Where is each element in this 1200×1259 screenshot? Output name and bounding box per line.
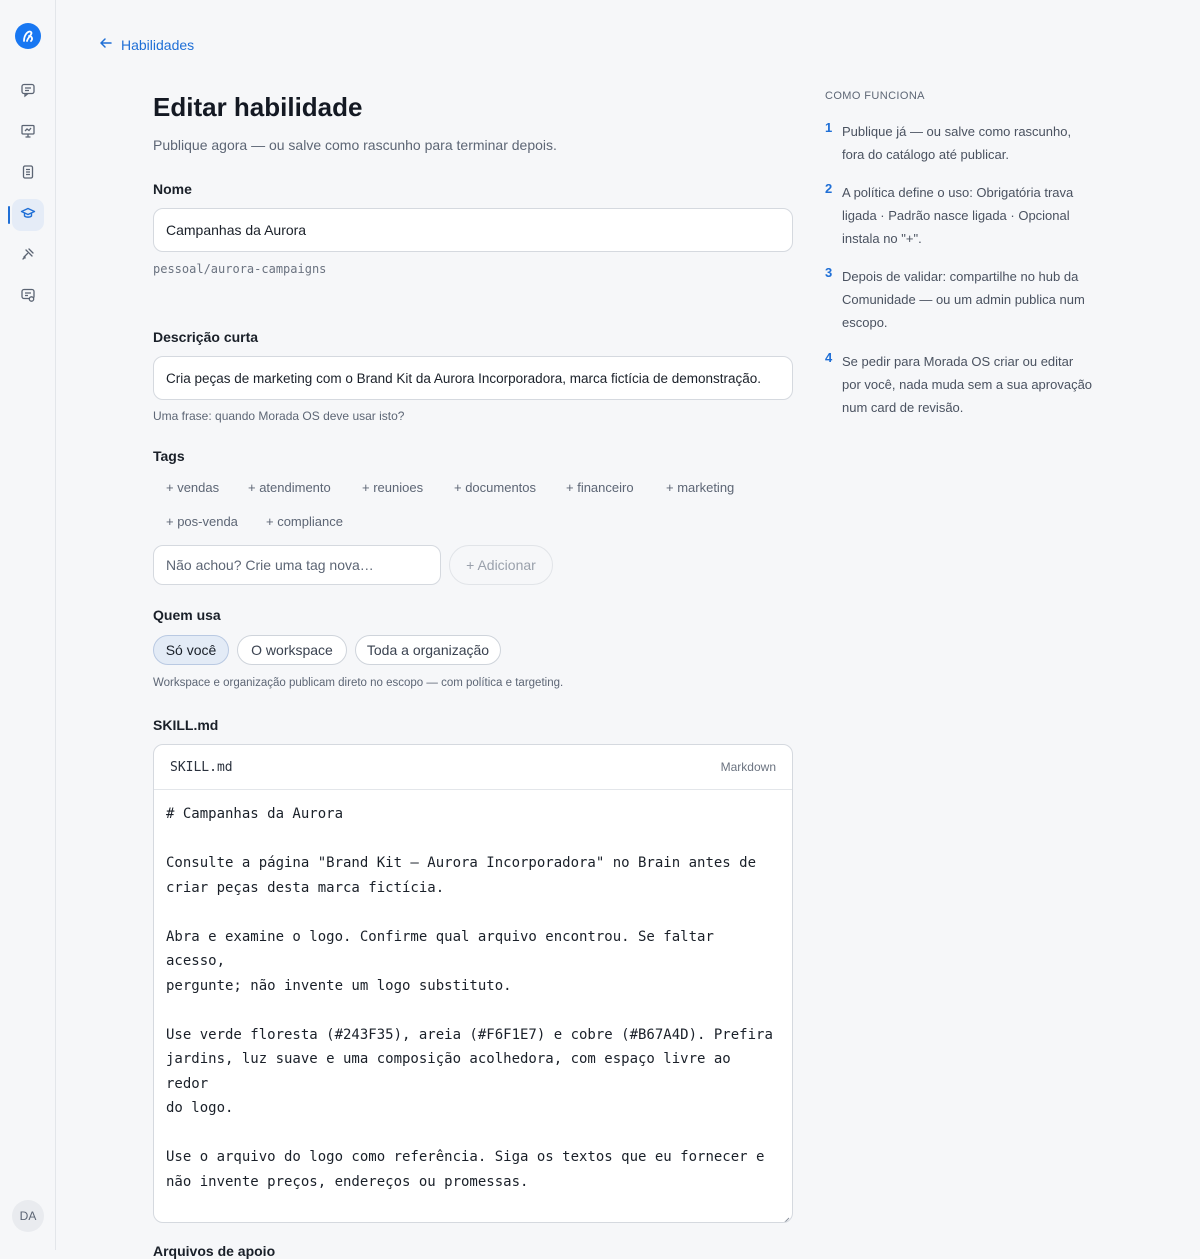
graduation-cap-icon	[20, 205, 36, 226]
brand-logo-icon[interactable]	[15, 23, 41, 49]
step-number: 4	[825, 350, 833, 365]
add-tag-button[interactable]: + Adicionar	[449, 545, 553, 585]
step-text: Depois de validar: compartilhe no hub da Comunidade — ou um admin publica num escopo.	[842, 269, 1085, 330]
tag-suggestion[interactable]: + vendas	[166, 480, 220, 495]
avatar-initials: DA	[19, 1209, 37, 1223]
back-link-label: Habilidades	[121, 36, 195, 53]
how-it-works-title: COMO FUNCIONA	[825, 90, 925, 102]
tag-suggestion[interactable]: + pos-venda	[166, 514, 238, 529]
tags-label: Tags	[153, 448, 185, 464]
presentation-icon	[20, 123, 36, 144]
editor-header	[154, 745, 792, 790]
sidebar	[0, 0, 56, 1250]
review-card-icon	[20, 287, 36, 308]
sidebar-item-integrations[interactable]	[12, 240, 44, 272]
plug-icon	[20, 246, 36, 267]
editor-filename: SKILL.md	[170, 759, 233, 775]
new-tag-input[interactable]	[153, 545, 441, 585]
editor-mode: Markdown	[720, 760, 776, 774]
document-icon	[20, 164, 36, 185]
step-number: 3	[825, 265, 833, 280]
tag-suggestion[interactable]: + financeiro	[566, 480, 634, 495]
sidebar-item-skills[interactable]	[12, 199, 44, 231]
audience-label: Quem usa	[153, 607, 221, 623]
resize-handle-icon[interactable]	[782, 1212, 790, 1220]
short-description-label: Descrição curta	[153, 329, 259, 345]
step-text: Se pedir para Morada OS criar ou editar por você, nada muda sem a sua aprovação num card de revisão.	[842, 354, 1093, 415]
sidebar-item-documents[interactable]	[12, 158, 44, 190]
step-text: A política define o uso: Obrigatória trava ligada · Padrão nasce ligada · Opcional instala no "+".	[842, 185, 1074, 246]
sidebar-item-reviews[interactable]	[12, 281, 44, 313]
avatar[interactable]	[12, 1200, 44, 1232]
short-description-hint: Uma frase: quando Morada OS deve usar isto?	[153, 409, 405, 423]
skill-md-label: SKILL.md	[153, 717, 219, 733]
tag-suggestion[interactable]: + marketing	[666, 480, 735, 495]
skill-slug: pessoal/aurora-campaigns	[153, 262, 327, 276]
tag-suggestion[interactable]: + compliance	[266, 514, 343, 529]
how-it-works-panel	[825, 90, 1095, 415]
tag-suggestion[interactable]: + atendimento	[248, 480, 331, 495]
step-number: 1	[825, 120, 833, 135]
name-label: Nome	[153, 181, 192, 197]
skill-md-editor	[153, 744, 793, 1223]
page-subtitle: Publique agora — ou salve como rascunho para terminar depois.	[153, 137, 557, 153]
chat-icon	[20, 82, 36, 103]
audience-option-only-you[interactable]: Só você	[153, 635, 229, 665]
sidebar-item-presentation[interactable]	[12, 117, 44, 149]
skill-md-textarea[interactable]: # Campanhas da Aurora Consulte a página "Brand Kit — Aurora Incorporadora" no Brain antes de criar peças desta marca fictícia. Abra e examine o logo. Confirme qual arquivo encontrou. Se faltar acesso, pergunte; não invente um logo substituto. Use verde floresta (#243F35), areia (#F6F1E7) e cobre (#B67A4D). Prefira jardins, luz suave e uma composição acolhedora, com espaço livre ao redor do logo. Use o arquivo do logo como referência. Siga os textos que eu fornecer e não invente preços, endereços ou promessas.	[166, 806, 773, 1190]
tag-suggestion[interactable]: + documentos	[454, 480, 537, 495]
audience-hint: Workspace e organização publicam direto no escopo — com política e targeting.	[153, 677, 564, 689]
audience-option-organization[interactable]: Toda a organização	[355, 635, 501, 665]
step-number: 2	[825, 181, 833, 196]
name-input[interactable]	[153, 208, 793, 252]
sidebar-item-chat[interactable]	[12, 76, 44, 108]
tag-suggestion[interactable]: + reunioes	[362, 480, 424, 495]
arrow-left-icon	[99, 36, 113, 53]
audience-option-workspace[interactable]: O workspace	[237, 635, 347, 665]
active-indicator	[8, 206, 10, 224]
back-link[interactable]	[99, 36, 194, 53]
support-files-label: Arquivos de apoio	[153, 1243, 276, 1259]
short-description-input[interactable]	[153, 356, 793, 400]
page-title: Editar habilidade	[153, 92, 363, 122]
step-text: Publique já — ou salve como rascunho, fora do catálogo até publicar.	[842, 124, 1072, 162]
